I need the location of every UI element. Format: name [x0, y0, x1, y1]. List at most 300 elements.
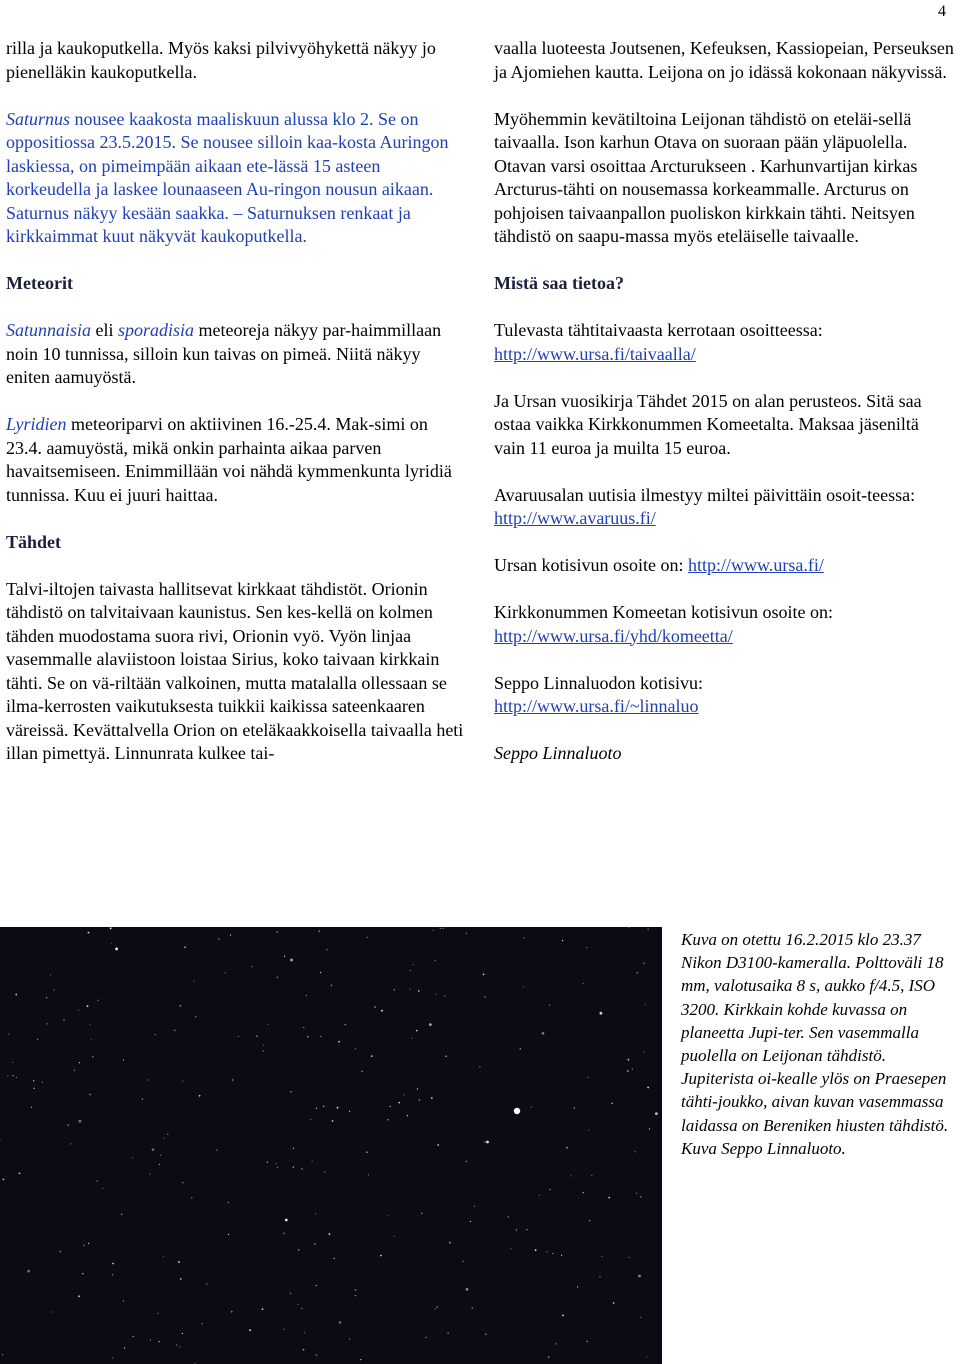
star-dot — [523, 937, 524, 938]
star-dot — [445, 1055, 447, 1057]
star-dot — [303, 1349, 305, 1351]
star-dot — [483, 974, 485, 976]
star-dot — [110, 927, 112, 929]
star-dot — [0, 1139, 1, 1140]
star-dot — [416, 1030, 418, 1032]
paragraph-ursa — [494, 554, 954, 578]
star-dot — [643, 1051, 644, 1052]
star-dot — [112, 1357, 113, 1358]
paragraph-taivaalla — [494, 319, 954, 366]
star-dot — [577, 1286, 578, 1287]
star-dot — [206, 1283, 207, 1284]
star-dot — [306, 995, 307, 996]
star-dot — [562, 1315, 564, 1317]
link-komeetta[interactable]: http://www.ursa.fi/yhd/komeetta/ — [494, 625, 733, 646]
star-dot — [82, 1273, 84, 1275]
star-dot — [589, 1220, 590, 1221]
star-dot — [256, 1036, 257, 1037]
page-number: 4 — [938, 3, 946, 20]
star-dot — [238, 1036, 239, 1037]
star-dot — [27, 1270, 30, 1273]
star-dot — [263, 1045, 264, 1046]
star-dot — [164, 1137, 165, 1138]
star-dot — [398, 1102, 400, 1104]
heading-meteors: Meteorit — [6, 273, 73, 293]
star-dot — [549, 1189, 550, 1190]
star-dot — [466, 1161, 467, 1162]
em-lyridien: Lyridien — [6, 414, 67, 434]
star-dot — [310, 1119, 311, 1120]
star-dot — [535, 1249, 537, 1251]
star-dot — [394, 1236, 395, 1237]
star-dot — [574, 1107, 575, 1108]
star-dot — [632, 1068, 633, 1069]
star-dot — [600, 1012, 603, 1015]
star-dot — [47, 1023, 48, 1024]
star-dot — [228, 1202, 229, 1203]
star-dot — [587, 1341, 588, 1342]
star-dot — [549, 1004, 550, 1005]
star-dot — [275, 1163, 276, 1164]
star-dot — [314, 1243, 315, 1244]
star-dot — [112, 1263, 114, 1265]
star-dot — [98, 1000, 99, 1001]
star-dot — [421, 1213, 422, 1214]
star-dot — [437, 1144, 439, 1146]
star-dot — [284, 956, 285, 957]
star-dot — [627, 1070, 629, 1072]
star-dot — [102, 1188, 103, 1189]
star-dot — [202, 1323, 203, 1324]
star-dot — [304, 1332, 305, 1333]
star-dot — [167, 1134, 168, 1135]
star-dot — [561, 1255, 562, 1256]
star-dot — [316, 1354, 318, 1356]
star-dot — [366, 1151, 368, 1153]
star-dot — [324, 1172, 325, 1173]
star-dot — [182, 1182, 183, 1183]
star-dot — [413, 964, 414, 965]
star-dot — [647, 1087, 649, 1089]
star-dot — [88, 1243, 89, 1244]
star-dot — [437, 1306, 438, 1307]
star-dot — [90, 1039, 91, 1040]
star-dot — [418, 990, 420, 992]
star-dot — [216, 1149, 217, 1150]
star-dot — [97, 1180, 98, 1181]
star-dot — [339, 1321, 342, 1324]
star-dot — [552, 1253, 553, 1254]
star-dot — [150, 1174, 151, 1175]
star-dot — [267, 1024, 268, 1025]
paragraph-linnaluo — [494, 672, 954, 719]
author-name: Seppo Linnaluoto — [494, 743, 622, 763]
star-dot — [231, 1311, 233, 1313]
paragraph-avaruus — [494, 484, 954, 531]
star-dot — [283, 1232, 285, 1234]
star-dot — [315, 1213, 316, 1214]
star-dot — [290, 1091, 291, 1092]
star-dot — [635, 1151, 636, 1152]
star-dot — [115, 948, 118, 951]
star-dot — [388, 1215, 389, 1216]
star-dot — [316, 1285, 317, 1286]
star-dot — [403, 1094, 404, 1095]
star-dot — [485, 996, 486, 997]
star-dot — [267, 1162, 268, 1163]
star-dot — [111, 943, 112, 944]
star-dot — [355, 1289, 357, 1291]
star-dot — [485, 1334, 486, 1335]
star-dot — [193, 980, 194, 981]
star-dot — [132, 1157, 133, 1158]
star-dot — [410, 989, 411, 990]
star-dot — [516, 1229, 517, 1230]
text-komeetta: Kirkkonummen Komeetan kotisivun osoite on: — [494, 602, 833, 622]
star-dot — [155, 1034, 156, 1035]
star-dot — [88, 932, 90, 934]
text-ursa: Ursan kotisivun osoite on: — [494, 555, 688, 575]
star-dot — [290, 1293, 291, 1294]
star-dot — [59, 1251, 61, 1253]
star-dot — [435, 1308, 436, 1309]
star-dot — [474, 1206, 475, 1207]
star-dot — [431, 1097, 433, 1099]
star-dot — [380, 1255, 382, 1257]
star-dot — [15, 994, 17, 996]
star-dot — [46, 997, 47, 998]
star-dot — [449, 1242, 451, 1244]
star-dot — [263, 1050, 264, 1051]
star-dot — [531, 1107, 532, 1108]
star-dot — [520, 1048, 521, 1049]
em-sporadisia: sporadisia — [118, 320, 195, 340]
paragraph-saturn — [6, 108, 466, 249]
star-dot — [199, 1095, 201, 1097]
star-dot — [523, 986, 524, 987]
star-dot — [332, 1120, 334, 1122]
star-dot — [285, 1219, 288, 1222]
star-dot — [345, 1024, 346, 1025]
star-dot — [466, 933, 467, 934]
star-dot — [323, 1106, 324, 1107]
star-dot — [371, 1055, 373, 1057]
star-dot — [648, 929, 649, 930]
star-dot — [284, 1329, 285, 1330]
star-dot — [387, 1119, 388, 1120]
star-dot — [230, 934, 231, 935]
star-dot — [368, 1174, 369, 1175]
heading-stars: Tähdet — [6, 531, 62, 552]
left-column — [6, 37, 466, 789]
star-dot — [442, 928, 443, 929]
star-dot — [3, 1179, 5, 1181]
star-dot — [16, 1077, 17, 1078]
star-dot — [157, 1313, 158, 1314]
paragraph-milky-way: vaalla luoteesta Joutsenen, Kefeuksen, Kassiopeian, Perseuksen ja Ajomiehen kautta. Leijona on jo idässä kokonaan näkyvissä. — [494, 38, 954, 82]
star-dot — [78, 1295, 80, 1297]
star-dot — [50, 974, 51, 975]
star-dot — [608, 1197, 610, 1199]
photo-caption: Kuva on otettu 16.2.2015 klo 23.37 Nikon D3100-kameralla. Polttoväli 18 mm, valotusaika 8 s, aukko f/4.5, ISO 3200. Kirkkain kohde kuvassa on planeetta Jupi-ter. Sen vasemmalla puolella on Leijonan tähdistö. Jupiterista oi-kealle ylös on Praesepen tähti-joukko, aivan kuvan vasemmassa laidassa on Bereniken hiusten tähdistö. Kuva Seppo Linnaluoto. — [681, 930, 949, 1158]
star-dot — [79, 1062, 80, 1063]
link-ursa[interactable]: http://www.ursa.fi/ — [688, 555, 824, 575]
star-dot — [588, 1077, 589, 1078]
paragraph-jupiter-end: rilla ja kaukoputkella. Myös kaksi pilvivyöhykettä näkyy jo pienelläkin kaukoputkella. — [6, 38, 436, 82]
star-dot — [19, 1173, 21, 1175]
link-taivaalla[interactable]: http://www.ursa.fi/taivaalla/ — [494, 343, 696, 364]
star-dot — [433, 930, 434, 931]
star-dot — [329, 1233, 331, 1235]
star-dot — [484, 1141, 485, 1142]
star-dot — [320, 972, 321, 973]
star-dot — [297, 1304, 298, 1305]
paragraph-yearbook: Ja Ursan vuosikirja Tähdet 2015 on alan perusteos. Sitä saa ostaa vaikka Kirkkonummen Komeetalta. Maksaa jäseniltä vain 11 euroa ja muilta 15 euroa. — [494, 390, 922, 458]
star-dot — [355, 1048, 356, 1049]
star-dot — [338, 1041, 340, 1043]
star-dot — [163, 1256, 164, 1257]
star-dot — [34, 1088, 35, 1089]
star-dot — [180, 1005, 182, 1007]
star-dot — [463, 1261, 464, 1262]
heading-info: Mistä saa tietoa? — [494, 273, 624, 293]
star-dot — [182, 1333, 183, 1334]
star-dot — [655, 1112, 658, 1115]
star-dot — [89, 1024, 90, 1025]
star-dot — [349, 1111, 350, 1112]
star-dot — [12, 1075, 13, 1076]
star-dot — [176, 1344, 177, 1345]
star-dot — [180, 1278, 182, 1280]
star-dot — [301, 1308, 302, 1309]
star-dot — [429, 1023, 432, 1026]
star-dot — [367, 937, 368, 938]
paragraph-sporadic — [6, 319, 466, 390]
star-dot — [277, 931, 278, 932]
star-dot — [320, 1036, 321, 1037]
star-dot — [54, 989, 55, 990]
star-dot — [381, 1010, 383, 1012]
star-dot — [390, 1106, 391, 1107]
paragraph-leo: Myöhemmin kevätiltoina Leijonan tähdistö on eteläi-sellä taivaalla. Ison karhun Otava on suoraan pään yläpuolella. Otavan varsi osoittaa Arcturukseen . Karhunvartijan kirkas Arcturus-tähti on nousemassa korkeammalle. Arcturus on pohjoisen taivaanpallon puoliskon kirkkain tähti. Neitsyen tähdistö on saapu-massa myös eteläiselle taivaalle. — [494, 108, 918, 246]
star-dot — [640, 1196, 641, 1197]
star-dot — [542, 1032, 545, 1035]
star-dot — [293, 1167, 294, 1168]
link-linnaluo[interactable]: http://www.ursa.fi/~linnaluo — [494, 696, 699, 716]
star-dot — [277, 977, 278, 978]
star-dot — [511, 1248, 512, 1249]
star-dot — [123, 1300, 124, 1301]
link-avaruus[interactable]: http://www.avaruus.fi/ — [494, 508, 656, 528]
paragraph-stars: Talvi-iltojen taivasta hallitsevat kirkkaat tähdistöt. Orionin tähdistö on talvitaivaan kaunistus. Sen kes-kellä on kolmen tähden muodostama suora rivi, Orionin vyö. Vyön linjaa vasemmalle alaviistoon loistaa Sirius, koko taivaan kirkkain tähti. Se on vä-riltään valkoinen, mutta matalalla ollessaan se ilma-kerrosten vaikutuksesta tuikkii kaikissa sateenkaaren väreissä. Kevättalvella Orion on eteläkaakkoisella taivaalla heti illan pimettyä. Linnunrata kulkee tai- — [6, 578, 464, 763]
text-linnaluo: Seppo Linnaluodon kotisivu: — [494, 672, 703, 693]
star-dot — [159, 1341, 160, 1342]
star-dot — [448, 1333, 449, 1334]
star-dot — [526, 1229, 527, 1230]
star-dot — [583, 1192, 584, 1193]
star-dot — [249, 1329, 251, 1331]
star-dot — [142, 1098, 143, 1099]
star-dot — [150, 1339, 151, 1340]
star-dot — [407, 1115, 408, 1116]
star-dot — [42, 1082, 43, 1083]
star-dot — [8, 1034, 9, 1035]
star-dot — [599, 1276, 600, 1277]
star-dot — [307, 1036, 309, 1038]
star-dot — [417, 1088, 418, 1089]
star-dot — [316, 1108, 317, 1109]
star-dot — [508, 1216, 509, 1217]
star-dot — [303, 1027, 304, 1028]
star-dot — [133, 1336, 134, 1337]
star-dot — [195, 1016, 196, 1017]
star-dot — [638, 1275, 641, 1278]
star-dot — [583, 983, 584, 984]
star-field-photo — [0, 927, 662, 1364]
star-dot — [472, 1308, 473, 1309]
star-dot — [566, 1147, 568, 1149]
star-dot — [470, 1221, 471, 1222]
star-dot — [51, 1311, 52, 1312]
star-dot — [611, 1103, 613, 1105]
star-dot — [7, 1075, 8, 1076]
star-dot — [556, 1343, 557, 1344]
star-dot — [182, 1081, 183, 1082]
star-dot — [646, 1356, 647, 1357]
star-dot — [224, 972, 225, 973]
star-dot — [293, 1148, 294, 1149]
star-dot — [232, 1079, 233, 1080]
star-dot — [290, 959, 293, 962]
star-dot — [435, 960, 436, 961]
star-dot — [178, 1261, 180, 1263]
star-field-svg — [0, 927, 662, 1364]
saturn-text: nousee kaakosta maaliskuun alussa klo 2. Se on oppositiossa 23.5.2015. Se nousee silloin kaa-kosta Auringon laskiessa, on pimeimpään aikaan ete-lässä 15 asteen korkeudella ja laskee lounaaseen Au-ringon nousun aikaan. Saturnus näkyy kesään saakka. — [6, 108, 449, 223]
star-dot — [191, 1197, 192, 1198]
star-dot — [87, 1005, 89, 1007]
star-dot — [83, 1244, 85, 1246]
saturn-rings-text: – Saturnuksen renkaat ja kirkkaimmat kuut näkyvät kaukoputkella. — [6, 202, 411, 246]
star-dot — [640, 1317, 641, 1318]
star-dot — [174, 1030, 176, 1032]
star-dot — [479, 1066, 480, 1067]
star-dot — [355, 1295, 356, 1296]
star-dot — [92, 1056, 93, 1057]
star-dot — [147, 1079, 148, 1080]
saturn-name: Saturnus — [6, 108, 71, 129]
star-dot — [31, 1107, 32, 1108]
text-taivaalla: Tulevasta tähtitaivaasta kerrotaan osoitteessa: — [494, 320, 823, 340]
star-dot — [645, 1004, 646, 1005]
author — [494, 742, 954, 766]
star-dot — [362, 1071, 363, 1072]
star-dot — [298, 1249, 299, 1250]
star-dot — [67, 1124, 69, 1126]
star-dot — [152, 1148, 155, 1151]
star-dot — [2, 1354, 3, 1355]
star-dot — [79, 1120, 82, 1123]
text-eli: eli — [91, 320, 119, 340]
star-dot — [12, 1062, 13, 1063]
star-dot — [486, 1141, 489, 1144]
star-dot — [334, 1258, 335, 1259]
star-dot — [643, 962, 645, 964]
star-dot — [628, 1257, 629, 1258]
star-dot — [637, 972, 638, 973]
right-column — [494, 37, 954, 789]
star-dot — [78, 1009, 79, 1010]
star-dot — [570, 1175, 571, 1176]
star-dot — [649, 1128, 650, 1129]
star-dot — [124, 1347, 125, 1348]
star-dot — [628, 1059, 630, 1061]
star-dot — [444, 995, 445, 996]
star-dot — [419, 1099, 421, 1101]
star-dot — [33, 1080, 34, 1081]
star-dot — [123, 1059, 124, 1060]
star-dot — [539, 1195, 540, 1196]
star-dot — [360, 1359, 361, 1360]
star-dot — [112, 1274, 113, 1275]
star-dot — [262, 1308, 264, 1310]
star-dot — [218, 938, 219, 939]
text-lyrids-body: meteoriparvi on aktiivinen 16.-25.4. Mak-simi on 23.4. aamuyöstä, mikä onkin parhainta aikaa parven havaitsemiseen. Enimmillään voi nähdä kymmenkunta lyridiä tunnissa. Kuu ei juuri haittaa. — [6, 414, 452, 505]
bright-planet-dot — [514, 1108, 520, 1114]
star-dot — [628, 927, 629, 928]
star-dot — [63, 1019, 65, 1021]
paragraph-lyrids — [6, 413, 466, 507]
star-dot — [394, 989, 395, 990]
text-avaruus: Avaruusalan uutisia ilmestyy miltei päivittäin osoit-teessa: — [494, 484, 916, 505]
star-dot — [74, 1070, 75, 1071]
star-dot — [121, 1214, 122, 1215]
star-dot — [349, 1339, 350, 1340]
star-dot — [179, 1346, 180, 1347]
star-dot — [251, 966, 252, 967]
star-dot — [425, 1337, 426, 1338]
star-dot — [312, 1161, 313, 1162]
star-dot — [410, 970, 411, 971]
star-dot — [89, 1094, 91, 1096]
star-dot — [586, 947, 587, 948]
star-dot — [160, 1155, 161, 1156]
em-satunnaisia: Satunnaisia — [6, 320, 92, 340]
star-dot — [331, 985, 333, 987]
star-dot — [37, 1039, 38, 1040]
star-dot — [411, 1038, 412, 1039]
star-dot — [546, 1251, 547, 1252]
star-dot — [301, 1168, 303, 1170]
paragraph-komeetta — [494, 601, 954, 648]
star-dot — [562, 940, 563, 941]
star-dot — [228, 1234, 229, 1235]
star-dot — [613, 1302, 615, 1304]
star-dot — [337, 1107, 339, 1109]
star-dot — [70, 1143, 71, 1144]
star-dot — [548, 1356, 550, 1358]
star-dot — [374, 1006, 376, 1008]
star-dot — [601, 1256, 602, 1257]
star-dot — [636, 1193, 637, 1194]
star-dot — [326, 949, 327, 950]
star-dot — [440, 928, 441, 929]
star-dot — [319, 931, 320, 932]
star-dot — [159, 1164, 160, 1165]
text-sporadic-body: meteoreja näkyy par-haimmillaan noin 10 tunnissa, silloin kun taivas on pimeä. Niitä näkyy eniten aamuyöstä. — [6, 320, 442, 387]
star-dot — [588, 1130, 589, 1131]
star-dot — [277, 1167, 278, 1168]
star-dot — [436, 994, 437, 995]
